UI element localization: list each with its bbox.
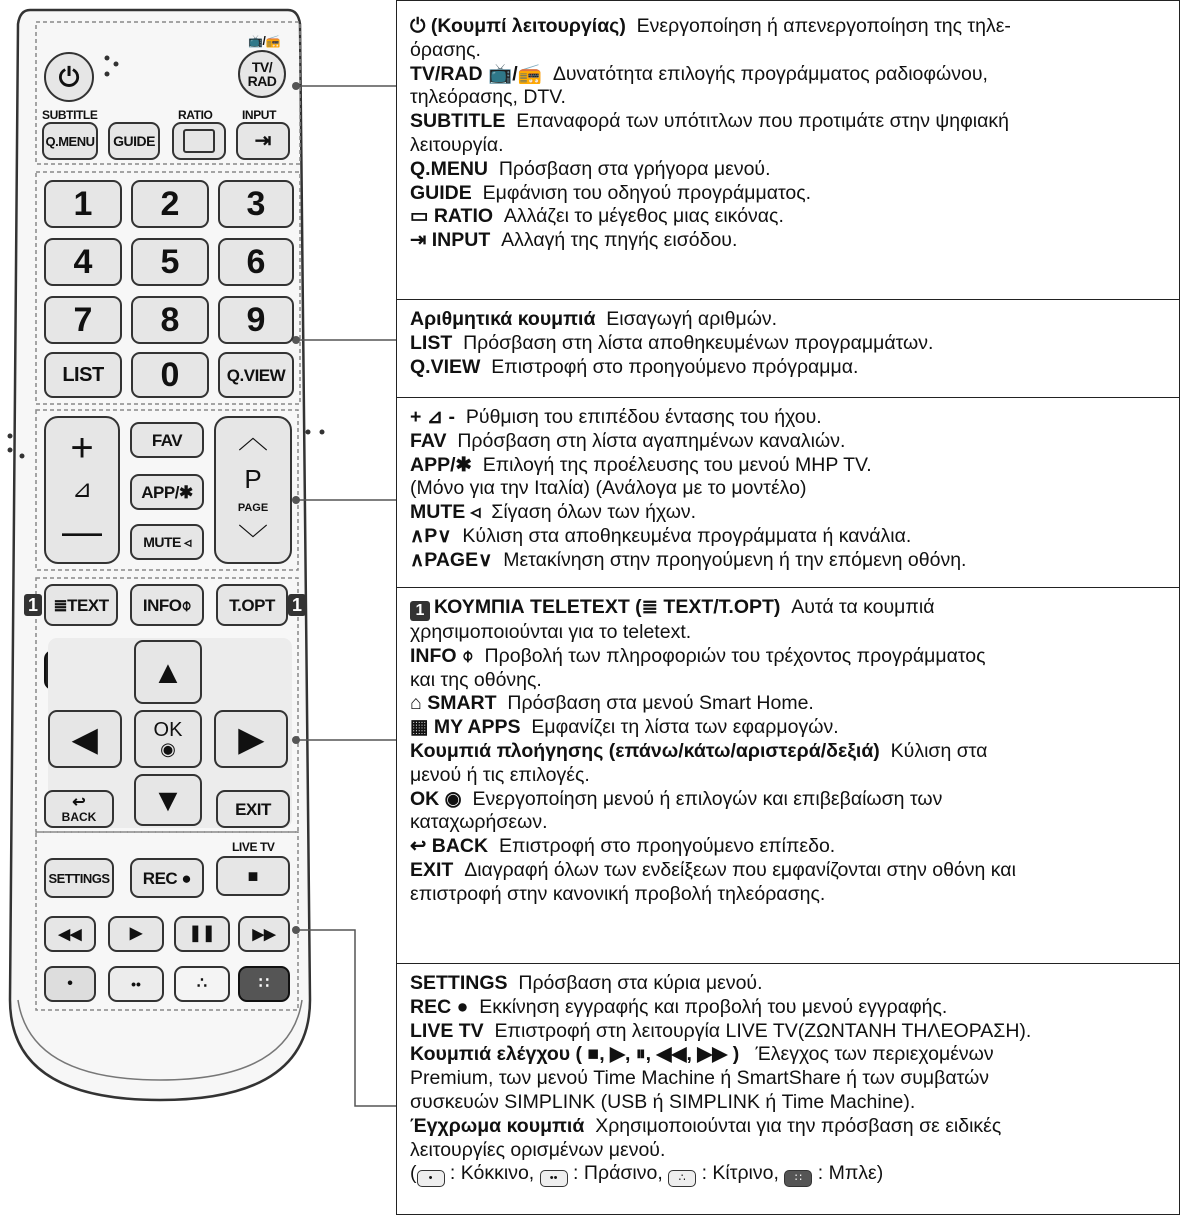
description-text: Πρόσβαση στη λίστα αποθηκευμένων προγραμμάτων. [463, 331, 934, 354]
description-panel [396, 0, 1180, 1215]
description-key: LIVE TV [410, 1019, 484, 1042]
description-text: χρησιμοποιούνται για το teletext. [410, 621, 692, 643]
play-icon: ▶ [129, 925, 143, 942]
description-line [410, 645, 1169, 669]
volume-rocker[interactable] [44, 416, 120, 564]
description-text: (Μόνο για την Ιταλία) (Ανάλογα με το μοντέλο) [410, 477, 807, 500]
color-key-icon: •• [540, 1170, 568, 1187]
description-key: ∧P∨ [410, 524, 452, 547]
description-line [410, 454, 1169, 478]
fast-forward-icon: ▶▶ [252, 925, 276, 943]
description-text: Premium, των μενού Time Machine ή SmartShare ή των συμβατών [410, 1067, 990, 1090]
page-label: PAGE [237, 502, 269, 515]
description-text: συσκευών SIMPLINK (USB ή SIMPLINK ή Time Machine). [410, 1090, 916, 1113]
blue-button[interactable] [238, 966, 290, 1002]
description-line [410, 596, 1169, 621]
description-text: επιστροφή στην κανονική προβολή τηλεόρασης. [410, 882, 826, 905]
description-line [410, 1020, 1169, 1044]
back-label: BACK [61, 810, 97, 824]
description-line [410, 740, 1169, 764]
description-text: Πρόσβαση στα μενού Smart Home. [507, 692, 814, 715]
description-key: Κουμπιά πλοήγησης (επάνω/κάτω/αριστερά/δεξιά) [410, 739, 880, 762]
description-section [397, 1, 1179, 253]
color-key-label: : Μπλε [812, 1162, 877, 1185]
channel-down-icon: ﹀ [238, 523, 268, 557]
app-button[interactable]: APP/✱ [130, 474, 204, 510]
description-key: ∧PAGE∨ [410, 548, 493, 571]
info-button[interactable]: INFO⌽ [130, 584, 204, 626]
teletext-badge-right: 1 [288, 594, 306, 616]
one-dot-icon: • [67, 975, 73, 992]
color-key-label: : Κίτρινο [696, 1162, 774, 1185]
color-key-label: : Κόκκινο [444, 1162, 529, 1185]
number-5-button[interactable]: 5 [131, 238, 209, 286]
topt-button[interactable]: T.OPT [216, 584, 288, 626]
volume-down-icon: — [62, 510, 102, 554]
description-text: Εισαγωγή αριθμών. [606, 308, 778, 330]
pause-button[interactable] [174, 916, 230, 952]
description-key: REC ● [410, 995, 469, 1018]
description-text: Ενεργοποίηση μενού ή επιλογών και επιβεβαίωση των [472, 787, 943, 810]
description-text: Αλλάζει το μέγεθος μιας εικόνας. [503, 205, 784, 228]
description-line [410, 39, 1169, 63]
volume-up-icon: + [70, 426, 94, 470]
description-section [397, 299, 1179, 379]
right-arrow-icon: ▶ [238, 721, 264, 757]
description-key: Κουμπιά ελέγχου ( ■, ▶, ⏸, ◀◀, ▶▶ ) [410, 1043, 740, 1066]
description-line [410, 158, 1169, 182]
number-6-button[interactable]: 6 [218, 238, 294, 286]
up-arrow-icon: ▲ [152, 654, 184, 690]
description-line [410, 764, 1169, 788]
description-key: LIST [410, 331, 453, 354]
description-section [397, 397, 1179, 573]
input-icon: ⇥ [254, 130, 272, 152]
text-button[interactable]: ≣TEXT [44, 584, 118, 626]
description-text: Πρόσβαση στη λίστα αγαπημένων καναλιών. [457, 429, 846, 452]
description-text: Επιστροφή στη λειτουργία LIVE TV(ΖΩΝΤΑΝΗ ΤΗΛΕΟΡΑΣΗ). [494, 1019, 1032, 1042]
number-2-button[interactable]: 2 [131, 180, 209, 228]
description-text: Επαναφορά των υπότιτλων που προτιμάτε στην ψηφιακή [516, 110, 1009, 133]
channel-page-rocker[interactable] [214, 416, 292, 564]
description-line [410, 1091, 1169, 1115]
qview-button[interactable]: Q.VIEW [218, 352, 294, 398]
description-text: Αλλαγή της πηγής εισόδου. [501, 229, 738, 252]
description-key: TV/RAD 📺/📻 [410, 62, 542, 85]
left-arrow-icon: ◀ [72, 721, 98, 757]
p-label: P [244, 463, 262, 494]
number-3-button[interactable]: 3 [218, 180, 294, 228]
four-dot-icon: ∷ [258, 975, 270, 992]
description-text: Σίγαση όλων των ήχων. [491, 501, 697, 524]
description-text: λειτουργίες ορισμένων μενού. [410, 1138, 666, 1161]
description-text: Αυτά τα κουμπιά [791, 596, 935, 618]
description-key: APP/✱ [410, 453, 472, 476]
down-arrow-icon: ▼ [152, 782, 184, 818]
power-button[interactable] [44, 52, 94, 102]
description-line [410, 501, 1169, 525]
volume-icon: ⊿ [71, 476, 93, 503]
description-line [410, 356, 1169, 380]
description-text: Έλεγχος των περιεχομένων [750, 1043, 994, 1066]
three-dot-icon: ∴ [196, 975, 208, 992]
description-line [410, 477, 1169, 501]
number-0-button[interactable]: 0 [131, 352, 209, 398]
description-line [410, 134, 1169, 158]
ok-label: OK [153, 719, 183, 741]
description-key: OK ◉ [410, 787, 462, 810]
color-key-icon: ∷ [784, 1170, 812, 1187]
description-text: Επιστροφή στο προηγούμενο πρόγραμμα. [491, 355, 859, 378]
description-line [410, 692, 1169, 716]
ratio-button[interactable] [172, 122, 226, 160]
fav-button[interactable]: FAV [130, 422, 204, 458]
green-button[interactable] [108, 966, 164, 1002]
description-line [410, 182, 1169, 206]
description-text: Ρύθμιση του επιπέδου έντασης του ήχου. [465, 406, 822, 428]
description-key: + ⊿ - [410, 406, 456, 428]
description-line [410, 811, 1169, 835]
description-line [410, 332, 1169, 356]
description-line [410, 883, 1169, 907]
description-line [410, 859, 1169, 883]
description-text: Πρόσβαση στα κύρια μενού. [518, 972, 763, 994]
description-text: Εκκίνηση εγγραφής και προβολή του μενού εγγραφής. [479, 995, 948, 1018]
description-line [410, 525, 1169, 549]
back-button[interactable] [44, 790, 114, 828]
description-line [410, 1043, 1169, 1067]
rewind-icon: ◀◀ [58, 925, 82, 943]
description-line [410, 1067, 1169, 1091]
stop-icon: ■ [247, 866, 259, 886]
nav-up-button[interactable] [134, 640, 202, 704]
description-line [410, 835, 1169, 859]
description-key: Q.MENU [410, 157, 488, 180]
description-text: Προβολή των πληροφοριών του τρέχοντος προγράμματος [484, 644, 986, 667]
ratio-icon [183, 129, 215, 153]
description-line: ( • : Κόκκινο, •• : Πράσινο, ∴ : Κίτρινο, ∷ : Μπλε) [410, 1162, 1169, 1187]
settings-button[interactable]: SETTINGS [44, 858, 114, 898]
description-line [410, 110, 1169, 134]
tv-rad-button[interactable]: TV/ RAD [238, 50, 286, 98]
pause-icon: ❚❚ [188, 925, 216, 942]
description-line [410, 430, 1169, 454]
fast-forward-button[interactable] [238, 916, 290, 952]
yellow-button[interactable] [174, 966, 230, 1002]
exit-button[interactable]: EXIT [216, 790, 290, 828]
description-line [410, 63, 1169, 87]
description-line [410, 1139, 1169, 1163]
number-7-button[interactable]: 7 [44, 296, 122, 344]
description-key: SUBTITLE [410, 110, 506, 133]
description-line [410, 996, 1169, 1020]
description-text: όρασης. [410, 38, 481, 61]
live-tv-label: LIVE TV [232, 840, 275, 854]
description-line [410, 788, 1169, 812]
teletext-number-badge: 1 [410, 601, 430, 621]
channel-up-icon: ︿ [238, 422, 268, 455]
qmenu-button[interactable]: Q.MENU [42, 122, 98, 160]
description-line [410, 621, 1169, 645]
description-line [410, 15, 1169, 39]
description-section [397, 587, 1179, 907]
description-line [410, 716, 1169, 740]
red-button[interactable] [44, 966, 96, 1002]
guide-button[interactable]: GUIDE [108, 122, 160, 160]
description-text: λειτουργία. [410, 133, 504, 156]
description-text: Κύλιση στα [890, 739, 988, 762]
description-key: SETTINGS [410, 972, 508, 994]
description-line [410, 86, 1169, 110]
nav-left-button[interactable] [48, 710, 122, 768]
description-text: Εμφανίζει τη λίστα των εφαρμογών. [531, 716, 839, 739]
description-line [410, 1115, 1169, 1139]
description-text: Εμφάνιση του οδηγού προγράμματος. [482, 181, 812, 204]
description-key: Αριθμητικά κουμπιά [410, 308, 596, 330]
color-key-icon: ∴ [668, 1170, 696, 1187]
description-key: GUIDE [410, 181, 472, 204]
ok-icon: ◉ [160, 739, 176, 759]
description-text: Χρησιμοποιούνται για την πρόσβαση σε ειδικές [595, 1114, 1002, 1137]
list-button[interactable]: LIST [44, 352, 122, 398]
description-text: Πρόσβαση στα γρήγορα μενού. [498, 157, 771, 180]
ok-button[interactable] [134, 710, 202, 768]
description-text: Ενεργοποίηση ή απενεργοποίηση της τηλε- [636, 15, 1011, 37]
description-line [410, 972, 1169, 996]
power-icon: ⏻ [58, 62, 80, 92]
tv-rad-icon: 📺/📻 [248, 34, 281, 48]
description-key: INFO ⌽ [410, 644, 474, 667]
number-8-button[interactable]: 8 [131, 296, 209, 344]
description-key: ⌂ SMART [410, 692, 497, 715]
description-key: ▦ MY APPS [410, 716, 521, 739]
description-key: Q.VIEW [410, 355, 481, 378]
description-key: ⏻ (Κουμπί λειτουργίας) [410, 15, 626, 37]
back-icon: ↩ [72, 794, 86, 811]
ratio-label: RATIO [178, 108, 213, 122]
description-key: EXIT [410, 858, 454, 881]
description-key: ⇥ INPUT [410, 229, 491, 252]
rewind-button[interactable] [44, 916, 96, 952]
input-label: INPUT [242, 108, 277, 122]
rec-button[interactable]: REC ● [130, 858, 204, 898]
description-text: Επιστροφή στο προηγούμενο επίπεδο. [498, 835, 836, 858]
mute-button[interactable]: MUTE ◃ [130, 524, 204, 560]
two-dot-icon: •• [131, 976, 141, 992]
description-line [410, 205, 1169, 229]
description-key: Έγχρωμα κουμπιά [410, 1114, 585, 1137]
description-text: Μετακίνηση στην προηγούμενη ή την επόμενη οθόνη. [503, 548, 967, 571]
description-key: FAV [410, 429, 447, 452]
description-line [410, 229, 1169, 253]
number-4-button[interactable]: 4 [44, 238, 122, 286]
remote-control-illustration [0, 0, 330, 1223]
description-text: τηλεόρασης, DTV. [410, 86, 566, 109]
nav-down-button[interactable] [134, 774, 202, 826]
color-key-icon: • [417, 1170, 445, 1187]
description-line [410, 308, 1169, 332]
description-text: Κύλιση στα αποθηκευμένα προγράμματα ή κανάλια. [462, 524, 912, 547]
description-text: Διαγραφή όλων των ενδείξεων που εμφανίζονται στην οθόνη και [464, 858, 1016, 881]
description-key: ▭ RATIO [410, 205, 494, 228]
description-text: Επιλογή της προέλευσης του μενού MHP TV. [482, 453, 872, 476]
description-text: καταχωρήσεων. [410, 811, 548, 834]
description-line [410, 406, 1169, 430]
number-1-button[interactable]: 1 [44, 180, 122, 228]
nav-right-button[interactable] [214, 710, 288, 768]
live-tv-button[interactable] [216, 856, 290, 896]
description-section [397, 963, 1179, 1187]
description-text: και της οθόνης. [410, 668, 542, 691]
description-key: MUTE ◃ [410, 501, 481, 524]
description-line [410, 669, 1169, 693]
description-text: μενού ή τις επιλογές. [410, 763, 590, 786]
description-text: Δυνατότητα επιλογής προγράμματος ραδιοφώνου, [552, 62, 988, 85]
input-button[interactable] [236, 122, 290, 160]
teletext-badge-left: 1 [24, 594, 42, 616]
color-key-label: : Πράσινο [567, 1162, 658, 1185]
description-key: ↩ BACK [410, 835, 489, 858]
subtitle-label: SUBTITLE [42, 108, 98, 122]
play-button[interactable] [108, 916, 164, 952]
description-line [410, 549, 1169, 573]
number-9-button[interactable]: 9 [218, 296, 294, 344]
description-key: ΚΟΥΜΠΙΑ TELETEXT (≣ TEXT/T.OPT) [434, 596, 781, 618]
